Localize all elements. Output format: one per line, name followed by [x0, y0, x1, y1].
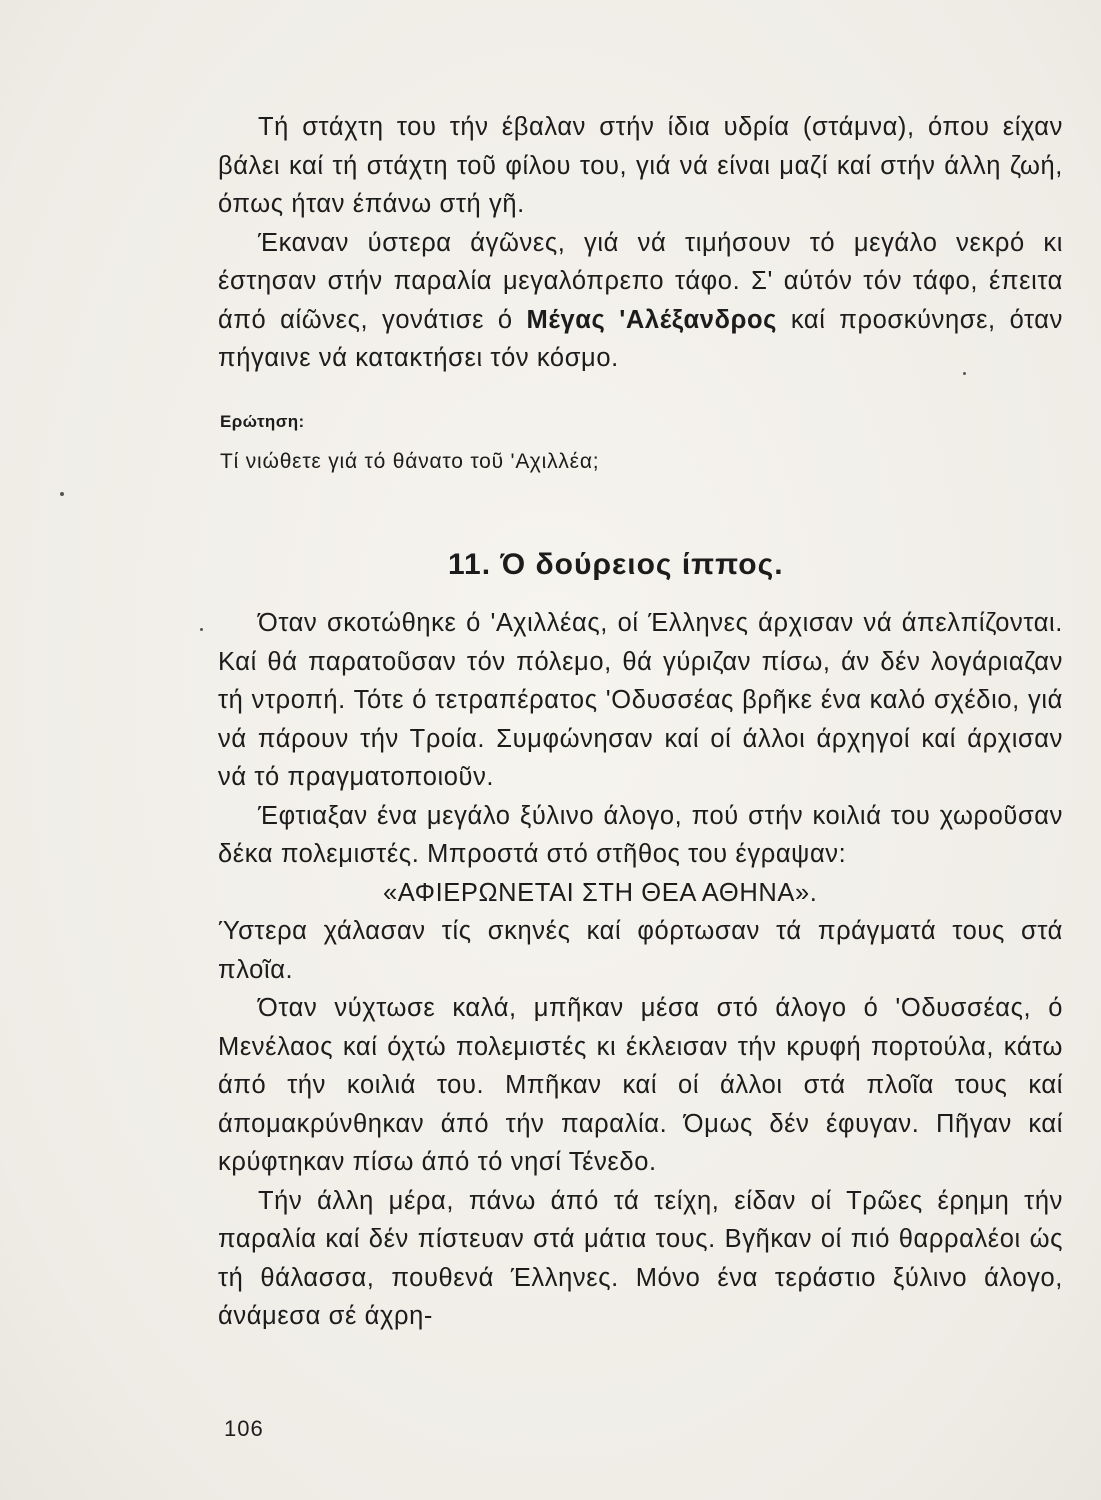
- paragraph-tomb: [218, 224, 1063, 378]
- question-box: [220, 412, 599, 474]
- text-block-chapter: [218, 604, 1063, 1336]
- print-speck: [60, 492, 64, 496]
- paragraph-urn: Τή στάχτη του τήν έβαλαν στήν ίδια υδρία (στάμνα), όπου είχαν βάλει καί τή στάχτη τοῦ φίλου του, γιά νά είναι μαζί καί στήν άλλη ζωή, όπως ήταν έπάνω στή γῆ.: [218, 113, 1063, 218]
- paragraph-tomb-end: καί προσκύνησε, όταν πήγαινε νά κατακτήσει τόν κόσμο.: [218, 305, 1064, 372]
- text-block-top: [218, 108, 1063, 378]
- chapter-title: 11. Ό δούρειος ίππος.: [448, 548, 784, 581]
- paragraph-next-day: Τήν άλλη μέρα, πάνω άπό τά τείχη, είδαν οί Τρῶες έρημη τήν παραλία καί δέν πίστευαν στά μάτια τους. Βγῆκαν οί πιό θαρραλέοι ώς τή θάλασσα, πουθενά Έλληνες. Μόνο ένα τεράστιο ξύλινο άλογο, άνάμεσα σέ άχρη-: [218, 1186, 1063, 1330]
- paragraph-tents: Ύστερα χάλασαν τίς σκηνές καί φόρτωσαν τά πράγματά τους στά πλοῖα.: [218, 917, 1063, 984]
- alexander-name: Μέγας 'Αλέξανδρος: [526, 305, 777, 334]
- question-label: Ερώτηση:: [220, 412, 305, 431]
- print-speck: [963, 372, 966, 375]
- page-number: 106: [224, 1416, 264, 1441]
- paragraph-horse-built: Έφτιαξαν ένα μεγάλο ξύλινο άλογο, πού στήν κοιλιά του χωροῦσαν δέκα πολεμιστές. Μπροστά στό στῆθος του έγραψαν:: [218, 801, 1063, 868]
- paragraph-despair: Όταν σκοτώθηκε ό 'Αχιλλέας, οί Έλληνες άρχισαν νά άπελπίζονται. Καί θά παρατοῦσαν τόν πόλεμο, θά γύριζαν πίσω, άν δέν λογάριαζαν τή ντροπή. Τότε ό τετραπέρατος 'Οδυσσέας βρῆκε ένα καλό σχέδιο, γιά νά πάρουν τήν Τροία. Συμφώνησαν καί οί άλλοι άρχηγοί καί άρχισαν νά τό πραγματοποιοῦν.: [218, 609, 1063, 791]
- inscription-text: «ΑΦΙΕΡΩΝΕΤΑΙ ΣΤΗ ΘΕΑ ΑΘΗΝΑ».: [383, 878, 818, 907]
- question-text: Τί νιώθετε γιά τό θάνατο τοῦ 'Αχιλλέα;: [220, 450, 600, 473]
- print-speck: [200, 628, 203, 631]
- paragraph-night: Όταν νύχτωσε καλά, μπῆκαν μέσα στό άλογο ό 'Οδυσσέας, ό Μενέλαος καί όχτώ πολεμιστές κι έκλεισαν τήν κρυφή πορτούλα, κάτω άπό τήν κοιλιά του. Μπῆκαν καί οί άλλοι στά πλοῖα τους καί άπομακρύνθηκαν άπό τήν παραλία. Όμως δέν έφυγαν. Πῆγαν καί κρύφτηκαν πίσω άπό τό νησί Τένεδο.: [218, 994, 1063, 1176]
- paragraph-tomb-start: Έκαναν ύστερα άγῶνες, γιά νά τιμήσουν τό μεγάλο νεκρό κι έστησαν στήν παραλία μεγαλόπρεπο τάφο. Σ' αύτόν τόν τάφο, έπειτα άπό αίῶνες, γονάτισε ό: [218, 228, 1063, 334]
